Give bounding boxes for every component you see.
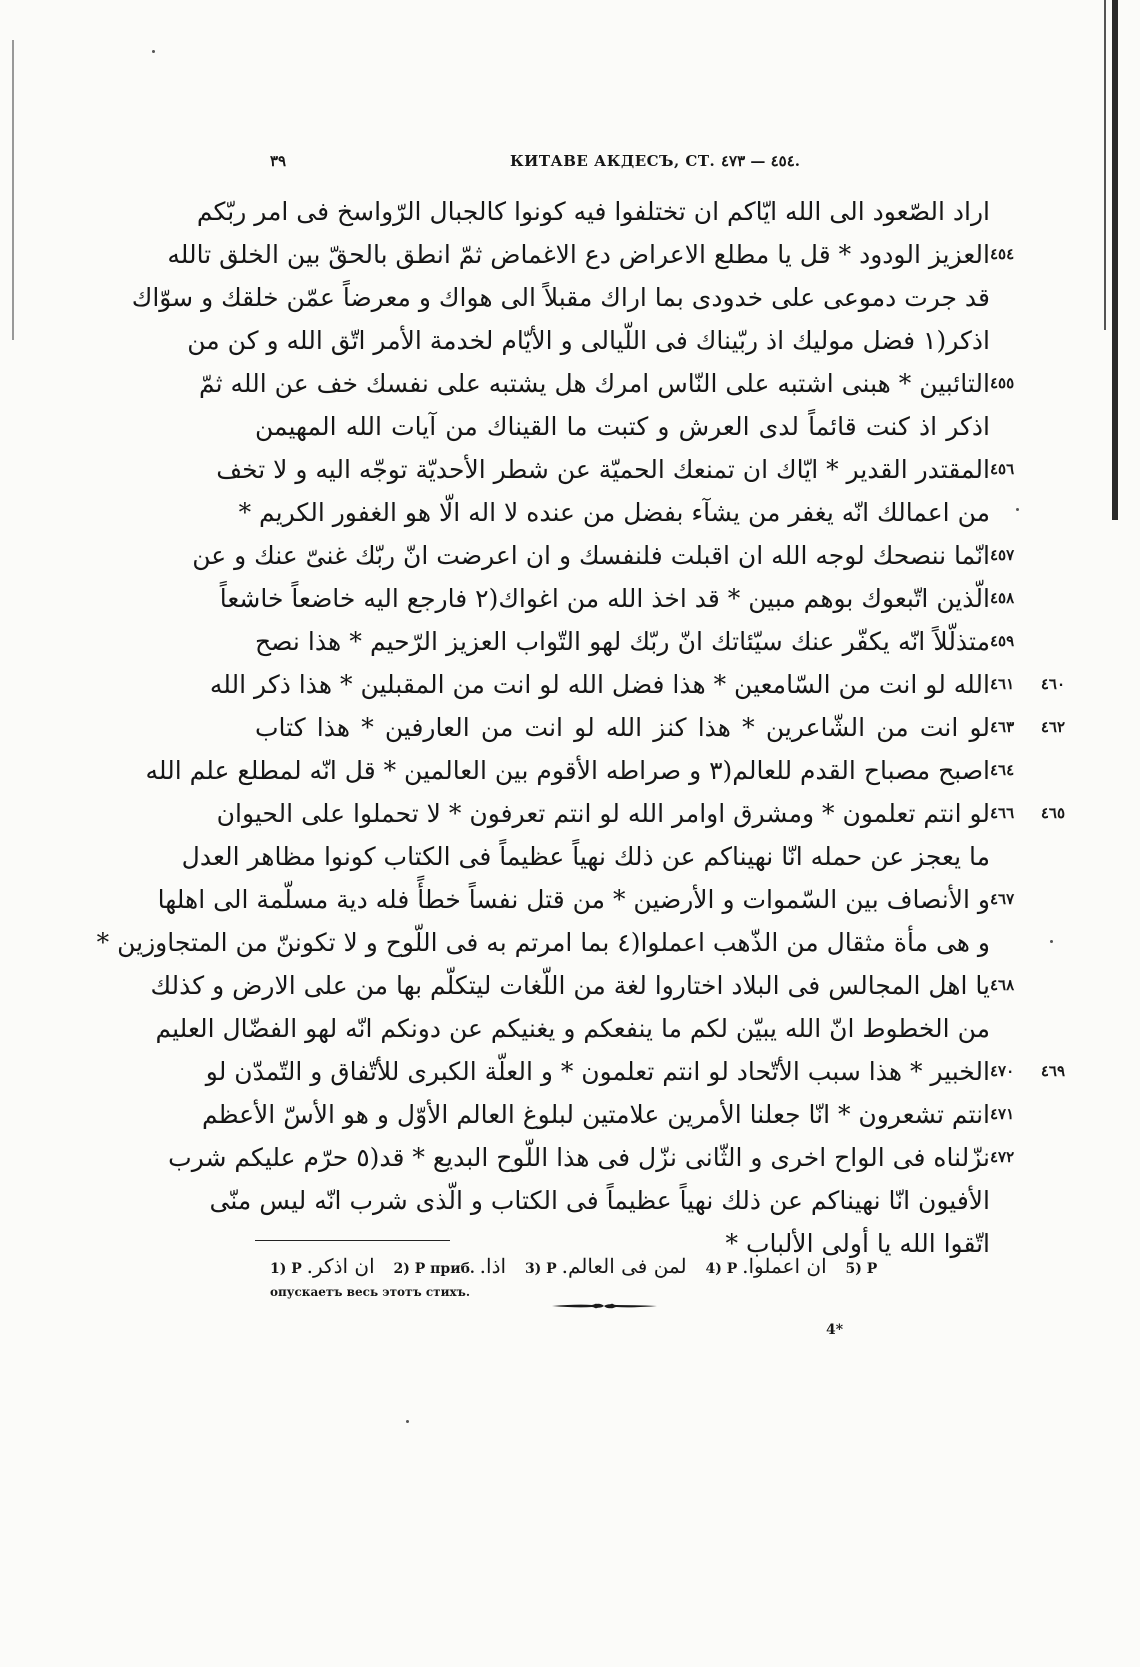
footnote-rule [255,1240,450,1241]
verse-text: المقتدر القدير * ايّاك ان تمنعك الحميّة عن شطر الأحديّة توجّه اليه و لا تخف [216,455,990,484]
footnote-5 [846,1261,878,1277]
text-line [157,878,1065,921]
text-line [131,276,1065,319]
verse-text: و الأنصاف بين السّموات و الأرضين * من قتل نفساً خطأً فله دية مسلّمة الى اهلها [157,885,990,914]
footnote-1-text: ان اذكر. [306,1254,375,1278]
verse-text: الأفيون انّا نهيناكم عن ذلك نهياً عظيماً فى الكتاب و الّذى شرب انّه ليس منّى [209,1186,990,1215]
text-line [145,749,1065,792]
verse-text: انتم تشعرون * انّا جعلنا الأمرين علامتين لبلوغ العالم الأوّل و هو الأسّ الأعظم [201,1100,990,1129]
verse-numbers: ٤٥٥ [990,374,1015,392]
footnote-5-mark: 5) P [845,1261,878,1277]
footnote-3 [524,1254,687,1278]
verse-text: يا اهل المجالس فى البلاد اختاروا لغة من اللّغات ليتكلّم بها من على الارض و كذلك [150,971,990,1000]
verse-numbers: ٤٦٤ [990,761,1015,779]
verse-text: لو انتم تعلمون * ومشرق اوامر الله لو انتم تعرفون * لا تحملوا على الحيوان [216,799,990,828]
footnotes [270,1252,990,1301]
text-line [192,534,1065,577]
verse-numbers: ٤٦٧ [990,890,1015,908]
scan-speck [406,1420,409,1423]
footnote-4 [705,1254,827,1278]
verse-text-block [96,190,1065,1265]
verse-text: اذكر(١ فضل موليك اذ ربّيناك فى اللّيالى و الأيّام لخدمة الأمر اتّق الله و كن من [187,326,990,355]
verse-text: متذلّلاً انّه يكفّر عنك سيّئاتك انّ ربّك لهو التّواب العزيز الرّحيم * هذا نصح [255,627,990,656]
scan-edge-line [1104,0,1106,330]
scan-speck [152,50,155,53]
text-line [209,663,1065,706]
text-line [155,1007,1065,1050]
verse-numbers: ٤٦٠ ٤٦١ [990,675,1065,693]
footnote-4-mark: 4) P [705,1261,738,1277]
verse-text: العزيز الودود * قل يا مطلع الاعراض دع الاغماض ثمّ انطق بالحقّ بين الخلق تالله [167,240,990,269]
text-line [198,362,1065,405]
ornament-divider-icon [552,1301,657,1311]
verse-numbers: ٤٧٢ [990,1148,1015,1166]
verse-text: لو انت من الشّاعرين * هذا كنز الله لو انت من العارفين * هذا كتاب [255,713,990,742]
scan-edge-shadow [1112,0,1118,520]
verse-text: ما يعجز عن حمله انّا نهيناكم عن ذلك نهياً عظيماً فى الكتاب كونوا مظاهر العدل [181,842,990,871]
verse-numbers: ٤٦٨ [990,976,1015,994]
text-line [255,620,1065,663]
scan-left-line [12,40,14,340]
text-line [216,448,1065,491]
text-line [238,491,1065,534]
verse-numbers: ٤٥٨ [990,589,1015,607]
text-line [168,1136,1065,1179]
verse-text: و هى مأة مثقال من الذّهب اعملوا(٤ بما امرتم به فى اللّوح و لا تكوننّ من المتجاوزين * [96,928,990,957]
verse-text: قد جرت دموعى على خدودى بما اراك مقبلاً الى هواك و معرضاً عمّن خلقك و سوّاك [131,283,990,312]
text-line [219,577,1065,620]
text-line [150,964,1065,1007]
verse-numbers: ٤٥٤ [990,245,1015,263]
signature-mark: 4* [826,1322,844,1338]
verse-numbers: ٤٦٥ ٤٦٦ [990,804,1065,822]
footnote-2-mark: 2) P приб. [393,1261,475,1277]
footnote-3-mark: 3) P [524,1261,557,1277]
verse-numbers: ٤٧١ [990,1105,1015,1123]
footnote-3-text: لمن فى العالم. [561,1254,687,1278]
verse-text: نزّلناه فى الواح اخرى و الثّانى نزّل فى هذا اللّوح البديع * قد(٥ حرّم عليكم شرب [168,1143,990,1172]
text-line [187,319,1065,362]
verse-text: اراد الصّعود الى الله ايّاكم ان تختلفوا فيه كونوا كالجبال الرّواسخ فى امر ربّكم [196,197,990,226]
verse-numbers: ٤٦٩ ٤٧٠ [990,1062,1065,1080]
page-title: КИТАВЕ АКДЕСЪ, СТ. ٤٥٤ — ٤٧٣. [510,152,800,170]
text-line [196,190,1065,233]
verse-text: انّما ننصحك لوجه الله ان اقبلت فلنفسك و ان اعرضت انّ ربّك غنىّ عنك و عن [192,541,990,570]
verse-text: اذكر اذ كنت قائماً لدى العرش و كتبت ما القيناك من آيات الله المهيمن [255,412,990,441]
verse-text: من الخطوط انّ الله يبيّن لكم ما ينفعكم و يغنيكم عن دونكم انّه لهو الفضّال العليم [155,1014,990,1043]
text-line [167,233,1065,276]
footnote-1-mark: 1) P [270,1261,302,1277]
verse-text: اتّقوا الله يا أولى الألباب * [725,1229,990,1258]
text-line [96,921,1065,964]
verse-text: من اعمالك انّه يغفر من يشآء بفضل من عنده لا اله الّا هو الغفور الكريم * [238,498,990,527]
text-line [255,706,1065,749]
verse-numbers: ٤٥٦ [990,460,1015,478]
footnote-2 [393,1254,507,1278]
verse-numbers: ٤٥٩ [990,632,1015,650]
footnote-2-text: اذا. [479,1254,507,1278]
text-line [255,405,1065,448]
footnote-1 [270,1254,375,1278]
footnote-5-text: опускаетъ весь этотъ стихъ. [270,1285,471,1299]
text-line [209,1179,1065,1222]
text-line [216,792,1065,835]
verse-text: اصبح مصباح القدم للعالم(٣ و صراطه الأقوم بين العالمين * قل انّه لمطلع علم الله [145,756,990,785]
verse-text: الله لو انت من السّامعين * هذا فضل الله لو انت من المقبلين * هذا ذكر الله [209,670,990,699]
verse-numbers: ٤٦٢ ٤٦٣ [990,718,1065,736]
verse-numbers: ٤٥٧ [990,546,1015,564]
text-line [201,1093,1065,1136]
verse-text: الّذين اتّبعوك بوهم مبين * قد اخذ الله من اغواك(٢ فارجع اليه خاضعاً خاشعاً [219,584,990,613]
text-line [181,835,1065,878]
verse-text: الخبير * هذا سبب الأتّحاد لو انتم تعلمون * و العلّة الكبرى للأتّفاق و التّمدّن لو [205,1057,990,1086]
verse-text: التائبين * هبنى اشتبه على النّاس امرك هل يشتبه على نفسك خف عن الله ثمّ [198,369,990,398]
page-number: ٣٩ [270,152,287,170]
text-line [205,1050,1065,1093]
running-header [270,152,1010,178]
footnote-4-text: ان اعملوا. [742,1254,827,1278]
